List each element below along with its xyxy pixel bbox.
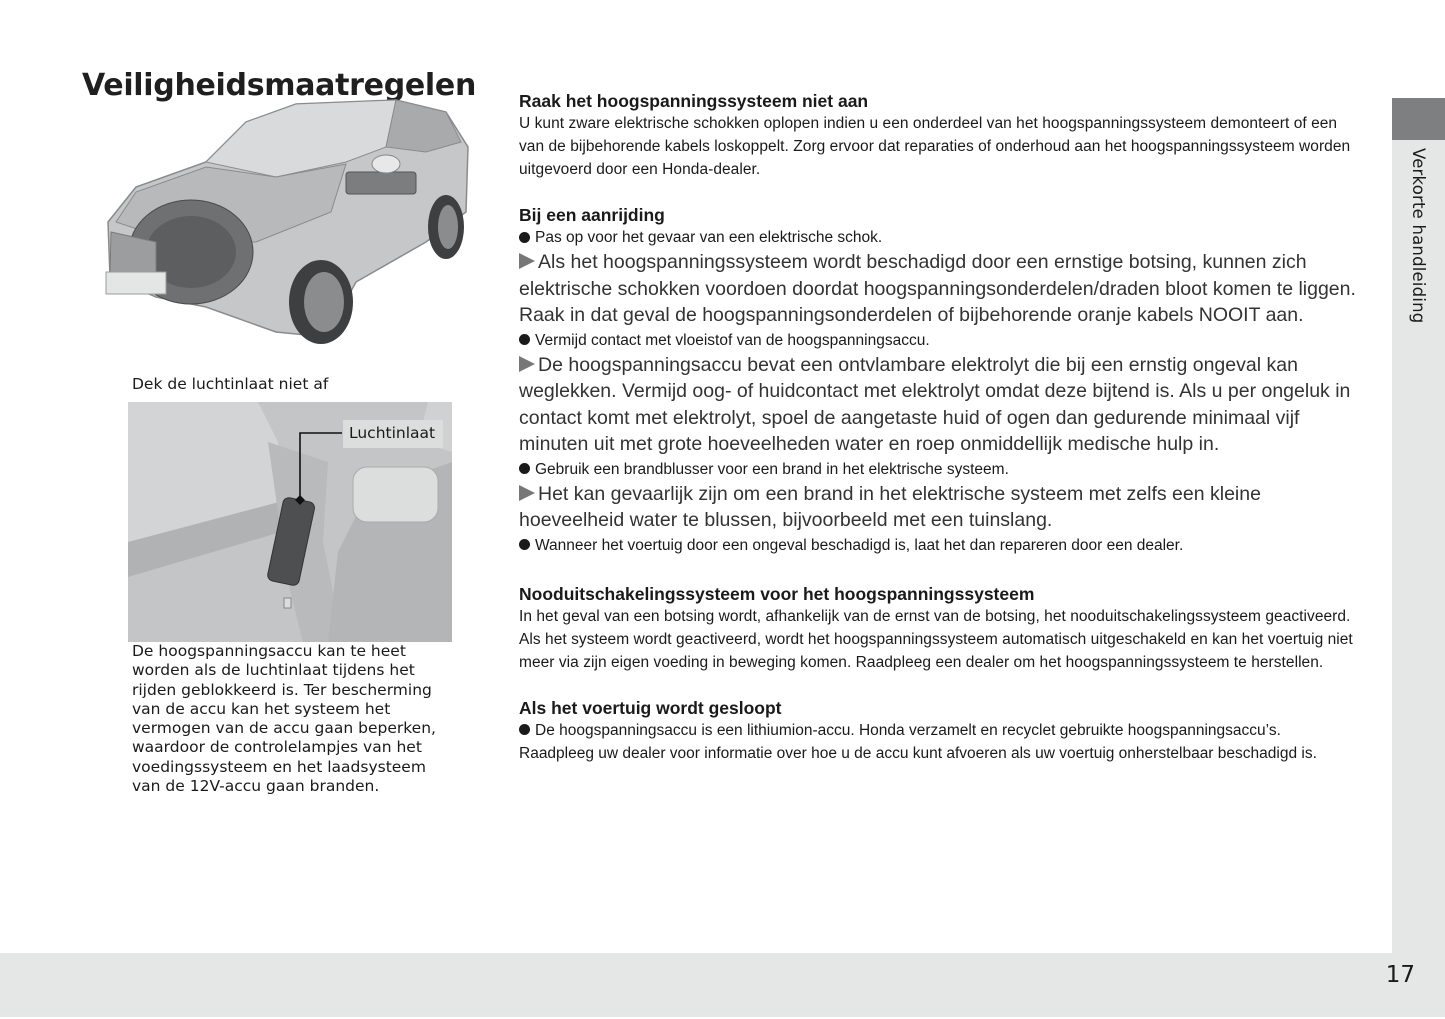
arrow-right-icon xyxy=(519,253,535,269)
bullet-item: Wanneer het voertuig door een ongeval beschadigd is, laat het dan repareren door een dealer. xyxy=(519,534,1359,557)
section-heading: Bij een aanrijding xyxy=(519,205,665,225)
bullet-item: Pas op voor het gevaar van een elektrische schok. xyxy=(519,226,1359,249)
section-do-not-touch xyxy=(519,90,1359,181)
main-text-column xyxy=(519,90,1359,765)
page-number: 17 xyxy=(1385,962,1415,988)
section-body: In het geval van een botsing wordt, afhankelijk van de ernst van de botsing, het nooduitschakelingssysteem geactiveerd. Als het systeem wordt geactiveerd, wordt het hoogspanningssysteem automatisch uitgeschakeld en kan het voertuig niet meer via zijn eigen voeding in beweging komen. Raadpleeg een dealer om het hoogspanningssysteem te herstellen. xyxy=(519,607,1353,671)
section-heading: Als het voertuig wordt gesloopt xyxy=(519,697,782,718)
air-intake-callout: Luchtinlaat xyxy=(343,420,443,448)
section-body: U kunt zware elektrische schokken oplopen indien u een onderdeel van het hoogspanningssysteem demonteert of een van de bijbehorende kabels loskoppelt. Zorg ervoor dat reparaties of onderhoud aan het hoogspanningssysteem worden uitgevoerd door een Honda-dealer. xyxy=(519,115,1351,178)
chapter-tab-label[interactable]: Verkorte handleiding xyxy=(1409,148,1428,324)
bullet-item: Gebruik een brandblusser voor een brand in het elektrische systeem. xyxy=(519,458,1359,481)
arrow-right-icon xyxy=(519,485,535,501)
hybrid-car-illustration xyxy=(96,92,476,352)
bullet-icon xyxy=(519,463,530,474)
intake-description: De hoogspanningsaccu kan te heet worden als de luchtinlaat tijdens het rijden geblokkeerd is. Ter bescherming van de accu kan het systeem het vermogen van de accu gaan beperken, waardoor de controlelampjes van het voedingssysteem en het laadsysteem van de 12V-accu gaan branden. xyxy=(132,642,436,796)
section-heading: Nooduitschakelingssysteem voor het hoogspanningssysteem xyxy=(519,583,1035,604)
arrow-right-icon xyxy=(519,356,535,372)
bullet-icon xyxy=(519,724,530,735)
note-item: Als het hoogspanningssysteem wordt beschadigd door een ernstige botsing, kunnen zich elektrische schokken voordoen doordat hoogspanningsonderdelen/draden bloot komen te liggen. Raak in dat geval de hoogspanningsonderdelen of bijbehorende oranje kabels NOOIT aan. xyxy=(519,251,1356,326)
bullet-icon xyxy=(519,539,530,550)
chapter-tab[interactable] xyxy=(1392,98,1445,140)
bullet-icon xyxy=(519,334,530,345)
section-heading: Raak het hoogspanningssysteem niet aan xyxy=(519,91,869,111)
section-collision xyxy=(519,204,1359,557)
section-emergency-shutdown xyxy=(519,583,1359,674)
page-title: Veiligheidsmaatregelen xyxy=(82,68,477,104)
section-scrapping xyxy=(519,697,1359,765)
intake-caption: Dek de luchtinlaat niet af xyxy=(132,375,329,393)
page-footer xyxy=(0,953,1445,1017)
note-item: De hoogspanningsaccu bevat een ontvlambare elektrolyt die bij een ernstig ongeval kan weglekken. Vermijd oog- of huidcontact met elektrolyt omdat deze bijtend is. Als u per ongeluk in contact komt met elektrolyt, spoel de aangetaste huid of ogen dan gedurende minimaal vijf minuten uit met grote hoeveelheden water en roep onmiddellijk medische hulp in. xyxy=(519,353,1351,455)
note-item: Het kan gevaarlijk zijn om een brand in het elektrische systeem met zelfs een kleine hoeveelheid water te blussen, bijvoorbeeld met een tuinslang. xyxy=(519,482,1261,531)
car-cutaway-icon xyxy=(96,92,476,352)
bullet-item: Vermijd contact met vloeistof van de hoogspanningsaccu. xyxy=(519,329,1359,352)
bullet-item: De hoogspanningsaccu is een lithiumion-accu. Honda verzamelt en recyclet gebruikte hoogspanningsaccu’s. Raadpleeg uw dealer voor informatie over hoe u de accu kunt afvoeren als uw voertuig onherstelbaar beschadigd is. xyxy=(519,721,1317,762)
bullet-icon xyxy=(519,232,530,243)
